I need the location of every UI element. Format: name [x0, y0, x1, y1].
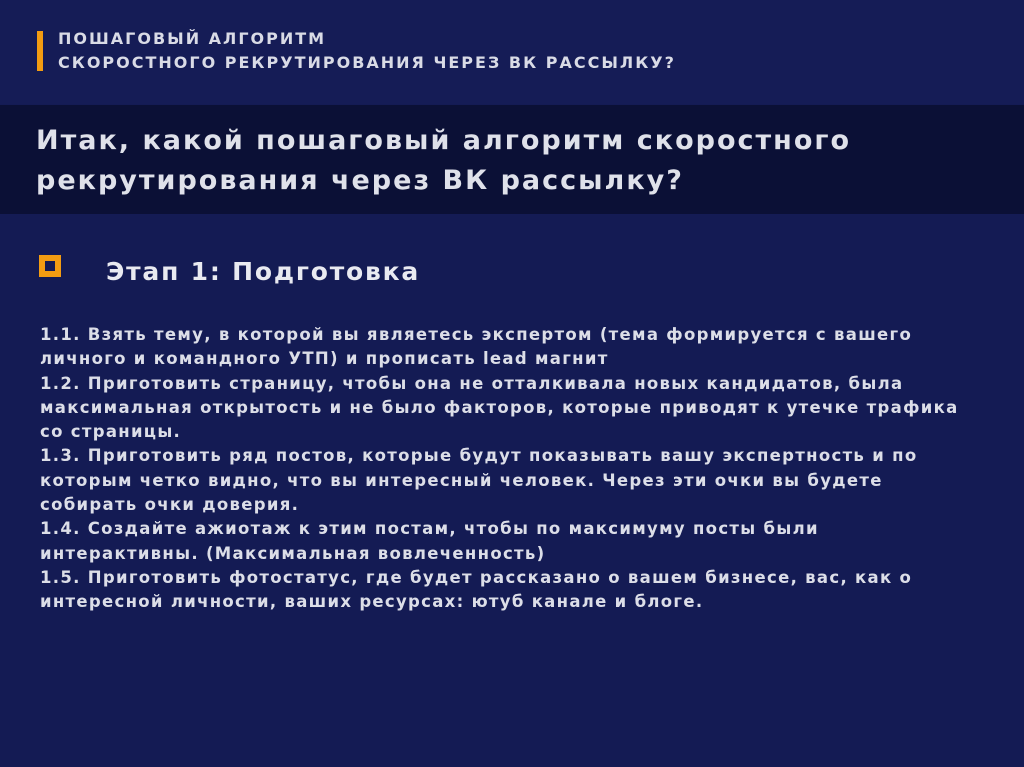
question-line-2: рекрутирования через ВК рассылку?: [36, 165, 684, 196]
steps-line: максимальная открытость и не было факторов, которые приводят к утечке трафика: [40, 397, 959, 417]
steps-line: 1.1. Взять тему, в которой вы являетесь экспертом (тема формируется с вашего: [40, 325, 913, 344]
header-title-line-1: ПОШАГОВЫЙ АЛГОРИТМ: [58, 29, 327, 48]
steps-line: которым четко видно, что вы интересный человек. Через эти очки вы будете: [40, 470, 883, 490]
steps-line: интерактивны. (Максимальная вовлеченность): [40, 543, 546, 563]
question-line-1: Итак, какой пошаговый алгоритм скоростного: [36, 125, 852, 156]
steps-line: личного и командного УТП) и прописать lead магнит: [40, 349, 609, 369]
steps-line: 1.3. Приготовить ряд постов, которые будут показывать вашу экспертность и по: [40, 446, 918, 466]
steps-line: со страницы.: [40, 422, 182, 442]
steps-line: 1.4. Создайте ажиотаж к этим постам, чтобы по максимуму посты были: [40, 519, 819, 539]
hollow-square-icon: [39, 255, 61, 277]
header-accent-bar-icon: [37, 31, 43, 71]
steps-line: интересной личности, ваших ресурсах: ютуб канале и блоге.: [40, 592, 704, 612]
header-title: [58, 27, 676, 75]
steps-line: собирать очки доверия.: [40, 495, 300, 515]
stage-title: Этап 1: Подготовка: [106, 257, 421, 286]
question-heading: [36, 121, 851, 201]
header-title-line-2: СКОРОСТНОГО РЕКРУТИРОВАНИЯ ЧЕРЕЗ ВК РАССЫЛКУ?: [58, 53, 676, 72]
steps-line: 1.5. Приготовить фотостатус, где будет рассказано о вашем бизнесе, вас, как о: [40, 567, 913, 587]
steps-line: 1.2. Приготовить страницу, чтобы она не отталкивала новых кандидатов, была: [40, 373, 904, 393]
steps-list: [40, 323, 1000, 615]
header: [0, 0, 1024, 104]
